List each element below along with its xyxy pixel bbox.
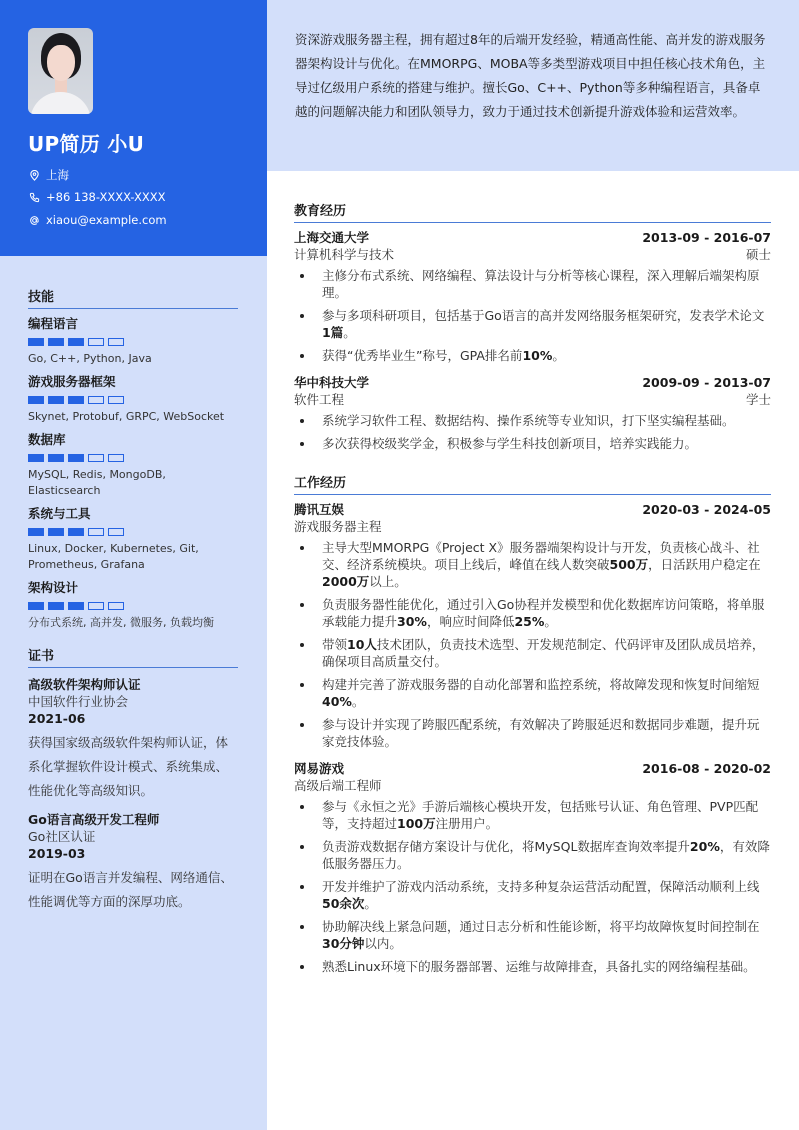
sidebar	[0, 0, 267, 1130]
level-segment	[88, 396, 104, 404]
certificate-item	[28, 676, 238, 803]
bullet-item: 负责服务器性能优化，通过引入Go协程并发模型和优化数据库访问策略，将单服承载能力提升30%，响应时间降低25%。	[294, 596, 771, 630]
education-title: 教育经历	[294, 200, 771, 223]
certificate-item	[28, 811, 238, 914]
work-title: 工作经历	[294, 472, 771, 495]
level-segment	[108, 528, 124, 536]
highlight-metric: 50余次	[322, 896, 365, 911]
entry-header	[294, 501, 771, 518]
location-text: 上海	[46, 168, 69, 182]
skill-level-bar	[28, 602, 238, 610]
skill-desc: Skynet, Protobuf, GRPC, WebSocket	[28, 410, 225, 423]
level-segment	[28, 528, 44, 536]
certificates-title: 证书	[28, 645, 238, 668]
certificate-desc: 证明在Go语言并发编程、网络通信、性能调优等方面的深厚功底。	[28, 870, 233, 909]
date-range: 2013-09 - 2016-07	[642, 230, 771, 245]
skill-desc: 分布式系统, 高并发, 微服务, 负载均衡	[28, 616, 214, 629]
skill-name: 数据库	[28, 432, 66, 447]
level-segment	[28, 338, 44, 346]
highlight-metric: 40%	[322, 694, 352, 709]
summary	[267, 0, 799, 171]
entry-header	[294, 229, 771, 246]
skill-desc: Go, C++, Python, Java	[28, 352, 152, 365]
certificate-org: 中国软件行业协会	[28, 694, 129, 709]
bullet-item: 构建并完善了游戏服务器的自动化部署和监控系统，将故障发现和恢复时间缩短40%。	[294, 676, 771, 710]
company-name: 腾讯互娱	[294, 502, 345, 517]
skill-level-bar	[28, 528, 238, 536]
level-segment	[48, 528, 64, 536]
level-segment	[48, 396, 64, 404]
date-range: 2009-09 - 2013-07	[642, 375, 771, 390]
level-segment	[28, 396, 44, 404]
bullet-item: 获得“优秀毕业生”称号，GPA排名前10%。	[294, 347, 771, 364]
level-segment	[88, 528, 104, 536]
level-segment	[108, 454, 124, 462]
certificate-desc: 获得国家级高级软件架构师认证，体系化掌握软件设计模式、系统集成、性能优化等高级知识。	[28, 735, 229, 798]
entry-subheader	[294, 777, 771, 794]
certificate-org: Go社区认证	[28, 829, 96, 844]
bullet-item: 系统学习软件工程、数据结构、操作系统等专业知识，打下坚实编程基础。	[294, 412, 771, 429]
level-segment	[48, 338, 64, 346]
skill-name: 编程语言	[28, 316, 79, 331]
work-entry	[294, 501, 771, 750]
skill-level-bar	[28, 396, 238, 404]
bullet-item: 协助解决线上紧急问题，通过日志分析和性能诊断，将平均故障恢复时间控制在30分钟以内。	[294, 918, 771, 952]
level-segment	[68, 338, 84, 346]
main-content	[294, 200, 771, 989]
skill-level-bar	[28, 338, 238, 346]
skill-name: 游戏服务器框架	[28, 374, 116, 389]
at-sign-icon	[28, 214, 40, 226]
entry-subheader	[294, 246, 771, 263]
highlight-metric: 25%	[514, 614, 545, 629]
level-segment	[108, 602, 124, 610]
highlight-metric: 30%	[397, 614, 427, 629]
date-range: 2016-08 - 2020-02	[642, 761, 771, 776]
education-entry	[294, 374, 771, 452]
bullet-list	[294, 412, 771, 452]
entry-header	[294, 374, 771, 391]
skill-desc: MySQL, Redis, MongoDB, Elasticsearch	[28, 468, 166, 497]
work-section	[294, 472, 771, 975]
skill-name: 系统与工具	[28, 506, 91, 521]
highlight-metric: 30分钟	[322, 936, 365, 951]
bullet-list	[294, 267, 771, 364]
certificates-section	[28, 645, 238, 914]
bullet-item: 熟悉Linux环境下的服务器部署、运维与故障排查，具备扎实的网络编程基础。	[294, 958, 771, 975]
sidebar-body	[28, 286, 238, 914]
skills-section	[28, 286, 238, 631]
skills-title: 技能	[28, 286, 238, 309]
bullet-item: 参与设计并实现了跨服匹配系统，有效解决了跨服延迟和数据同步难题，提升玩家竞技体验。	[294, 716, 771, 750]
skill-item	[28, 580, 238, 631]
bullet-list	[294, 798, 771, 975]
entry-subheader	[294, 391, 771, 408]
skill-item	[28, 432, 238, 499]
degree: 学士	[745, 392, 771, 407]
bullet-item: 负责游戏数据存储方案设计与优化，将MySQL数据库查询效率提升20%，有效降低服务器压力。	[294, 838, 771, 872]
profile-header	[0, 0, 267, 256]
highlight-metric: 1篇	[322, 325, 344, 340]
certificate-date: 2019-03	[28, 846, 86, 861]
degree: 硕士	[745, 247, 771, 262]
company-name: 网易游戏	[294, 761, 345, 776]
date-range: 2020-03 - 2024-05	[642, 502, 771, 517]
level-segment	[28, 602, 44, 610]
phone-text: +86 138-XXXX-XXXX	[46, 190, 166, 204]
bullet-item: 带领10人技术团队，负责技术选型、开发规范制定、代码评审及团队成员培养，确保项目高质量交付。	[294, 636, 771, 670]
skill-level-bar	[28, 454, 238, 462]
bullet-item: 主修分布式系统、网络编程、算法设计与分析等核心课程，深入理解后端架构原理。	[294, 267, 771, 301]
avatar	[28, 28, 93, 114]
major: 计算机科学与技术	[294, 247, 395, 262]
job-role: 游戏服务器主程	[294, 519, 382, 534]
bullet-item: 多次获得校级奖学金，积极参与学生科技创新项目，培养实践能力。	[294, 435, 771, 452]
school-name: 华中科技大学	[294, 375, 370, 390]
level-segment	[68, 602, 84, 610]
contact-location	[28, 167, 69, 183]
highlight-metric: 2000万	[322, 574, 370, 589]
skill-name: 架构设计	[28, 580, 79, 595]
bullet-list	[294, 539, 771, 750]
contact-phone	[28, 190, 165, 204]
level-segment	[28, 454, 44, 462]
education-entry	[294, 229, 771, 364]
bullet-item: 主导大型MMORPG《Project X》服务器端架构设计与开发，负责核心战斗、社交、经济系统模块。项目上线后，峰值在线人数突破500万，日活跃用户稳定在2000万以上。	[294, 539, 771, 590]
level-segment	[88, 454, 104, 462]
bullet-item: 参与多项科研项目，包括基于Go语言的高并发网络服务框架研究，发表学术论文1篇。	[294, 307, 771, 341]
profile-name: UP简历 小U	[28, 132, 145, 156]
level-segment	[88, 338, 104, 346]
skill-desc: Linux, Docker, Kubernetes, Git, Prometheus, Grafana	[28, 542, 199, 571]
bullet-item: 参与《永恒之光》手游后端核心模块开发，包括账号认证、角色管理、PVP匹配等，支持超过100万注册用户。	[294, 798, 771, 832]
highlight-metric: 10%	[522, 348, 553, 363]
level-segment	[68, 528, 84, 536]
level-segment	[48, 602, 64, 610]
level-segment	[108, 396, 124, 404]
highlight-metric: 100万	[397, 816, 436, 831]
level-segment	[88, 602, 104, 610]
certificate-date: 2021-06	[28, 711, 86, 726]
work-entry	[294, 760, 771, 975]
highlight-metric: 10人	[347, 637, 377, 652]
education-section	[294, 200, 771, 452]
entry-header	[294, 760, 771, 777]
job-role: 高级后端工程师	[294, 778, 382, 793]
level-segment	[48, 454, 64, 462]
level-segment	[108, 338, 124, 346]
highlight-metric: 20%	[689, 839, 720, 854]
school-name: 上海交通大学	[294, 230, 370, 245]
map-pin-icon	[28, 169, 40, 181]
level-segment	[68, 454, 84, 462]
bullet-item: 开发并维护了游戏内活动系统，支持多种复杂运营活动配置，保障活动顺利上线50余次。	[294, 878, 771, 912]
phone-icon	[28, 191, 40, 203]
highlight-metric: 500万	[609, 557, 649, 572]
major: 软件工程	[294, 392, 345, 407]
certificate-name: 高级软件架构师认证	[28, 677, 141, 692]
summary-text: 资深游戏服务器主程，拥有超过8年的后端开发经验，精通高性能、高并发的游戏服务器架构设计与优化。在MMORPG、MOBA等多类型游戏项目中担任核心技术角色，主导过亿级用户系统的搭建与维护。擅长Go、C++、Python等多种编程语言，具备卓越的问题解决能力和团队领导力，致力于通过技术创新提升游戏体验和运营效率。	[295, 32, 766, 119]
entry-subheader	[294, 518, 771, 535]
level-segment	[68, 396, 84, 404]
skill-item	[28, 506, 238, 573]
skill-item	[28, 316, 238, 367]
skill-item	[28, 374, 238, 425]
certificate-name: Go语言高级开发工程师	[28, 812, 160, 827]
contact-email[interactable]	[28, 213, 167, 227]
email-text: xiaou@example.com	[46, 213, 167, 227]
